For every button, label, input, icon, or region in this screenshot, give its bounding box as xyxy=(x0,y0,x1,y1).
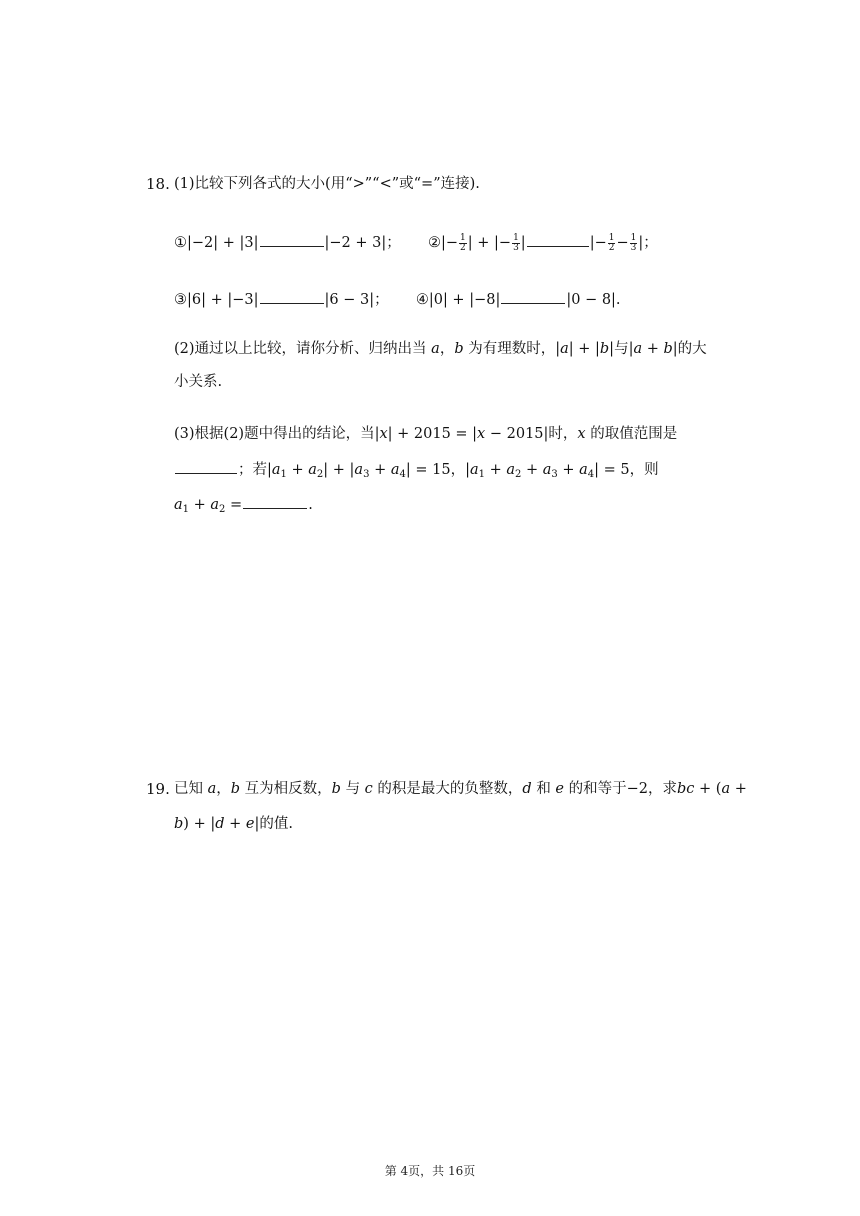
question-18-part-3-line-3: $a_1 + a_2$ = . xyxy=(174,494,313,520)
answer-blank-6[interactable] xyxy=(243,494,307,509)
question-18-part-2-line-1: (2)通过以上比较，请你分析、归纳出当 a，b 为有理数时，|a| + |b|与|a + b|的大 xyxy=(174,341,707,357)
answer-blank-5[interactable] xyxy=(175,459,237,474)
page-footer: 第 4页，共 16页 xyxy=(384,1164,476,1178)
question-19-line-1: 已知 a，b 互为相反数，b 与 c 的积是最大的负整数，d 和 e 的和等于−2，求bc + (a + xyxy=(174,781,747,797)
question-18-part-3-line-2: ；若$|a_1 + a_2| + |a_3 + a_4| = 15$，$|a_1 + a_2 + a_3 + a_4| = 5$，则 xyxy=(174,459,659,485)
item-1-label: ① xyxy=(174,235,187,251)
question-18-row-2: ③|6| + |−3| |6 − 3|； ④|0| + |−8| |0 − 8|. xyxy=(174,289,621,310)
item-2-label: ② xyxy=(427,235,441,251)
question-18-intro: (1)比较下列各式的大小(用“>”“<”或“=”连接). xyxy=(174,176,480,192)
question-18-number: 18. xyxy=(146,175,170,193)
answer-blank-2[interactable] xyxy=(527,232,589,247)
item-3-label: ③ xyxy=(174,292,187,308)
item-4-label: ④ xyxy=(415,292,429,308)
question-18-part-2-line-2: 小关系. xyxy=(174,374,223,390)
answer-blank-1[interactable] xyxy=(260,232,324,247)
question-19-number: 19. xyxy=(146,780,170,798)
answer-blank-3[interactable] xyxy=(260,289,324,304)
question-19-line-2: b) + |d + e|的值. xyxy=(174,816,293,832)
question-18-row-1: ①|−2| + |3| |−2 + 3|； ②|− $\frac{1}{2}$ | + |− $\frac{1}{3}$ | |− $\frac{1}{2}$ − $\frac{1}{3}$ |； xyxy=(174,232,658,253)
answer-blank-4[interactable] xyxy=(501,289,565,304)
question-18-part-3-line-1: (3)根据(2)题中得出的结论，当|x| + 2015 = |x − 2015|时，x 的取值范围是 xyxy=(174,426,678,442)
